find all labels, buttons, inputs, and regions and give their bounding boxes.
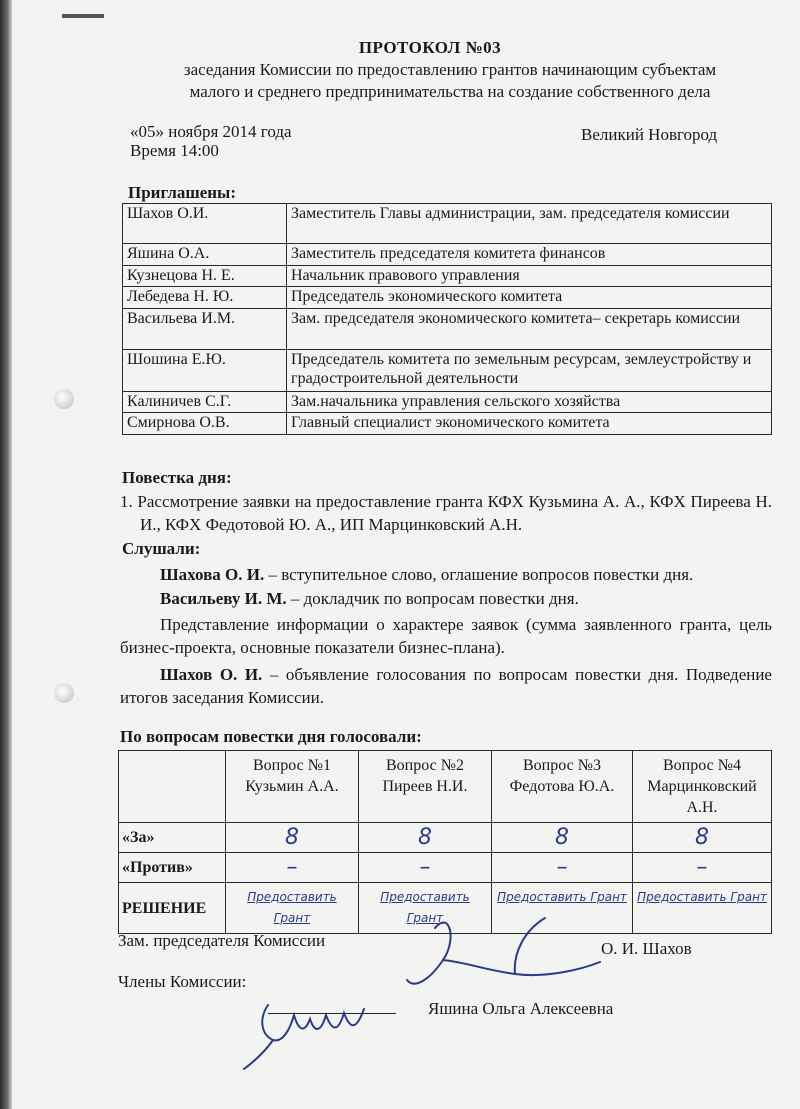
invited-position: Главный специалист экономического комитета — [287, 413, 772, 435]
heard-paragraph-1 — [120, 564, 772, 587]
invited-position: Председатель экономического комитета — [287, 287, 772, 309]
subtitle-line2: малого и среднего предпринимательства на создание собственного дела — [189, 82, 711, 101]
heard-paragraph-4 — [120, 664, 772, 709]
vote-against-value: – — [492, 853, 633, 883]
vote-for-value: 8 — [633, 823, 772, 853]
deputy-name: О. И. Шахов — [601, 939, 692, 958]
invited-name: Калиничев С.Г. — [123, 392, 287, 413]
decision-value: Предоставить Грант — [633, 883, 772, 934]
agenda-heading: Повестка дня: — [122, 468, 232, 487]
table-row — [123, 350, 772, 392]
invited-name: Шошина Е.Ю. — [123, 350, 287, 392]
punch-hole-top — [54, 389, 74, 409]
document-title: ПРОТОКОЛ №03 — [358, 38, 502, 57]
meeting-city: Великий Новгород — [581, 125, 718, 144]
table-row — [123, 309, 772, 350]
table-row — [119, 823, 772, 853]
punch-hole-bottom — [54, 683, 74, 703]
applicant-name: Кузьмин А.А. — [245, 778, 339, 795]
invited-position: Начальник правового управления — [287, 266, 772, 287]
deputy-label: Зам. председателя Комиссии — [118, 931, 326, 950]
vote-against-value: – — [359, 853, 492, 883]
decision-value: Предоставить Грант — [492, 883, 633, 934]
scan-edge — [0, 0, 12, 1109]
table-row — [123, 244, 772, 266]
invited-name: Смирнова О.В. — [123, 413, 287, 435]
table-cell-empty — [119, 751, 226, 823]
question-number: Вопрос №2 — [386, 757, 464, 774]
subtitle-line1: заседания Комиссии по предоставлению грантов начинающим субъектам — [183, 60, 717, 79]
table-row — [123, 287, 772, 309]
meeting-time: Время 14:00 — [130, 141, 219, 160]
row-label-for: «За» — [119, 823, 226, 853]
vote-for-value: 8 — [359, 823, 492, 853]
applicant-name: Марцинковский А.Н. — [647, 778, 757, 816]
invited-name: Лебедева Н. Ю. — [123, 287, 287, 309]
row-label-against: «Против» — [119, 853, 226, 883]
vote-against-value: – — [633, 853, 772, 883]
invited-name: Шахов О.И. — [123, 204, 287, 244]
table-row — [123, 413, 772, 435]
question-number: Вопрос №1 — [253, 757, 331, 774]
invited-name: Яшина О.А. — [123, 244, 287, 266]
row-label-decision: РЕШЕНИЕ — [119, 883, 226, 934]
top-mark — [62, 14, 104, 18]
applicant-name: Федотова Ю.А. — [509, 778, 615, 795]
voting-heading: По вопросам повестки дня голосовали: — [120, 727, 422, 746]
heard-paragraph-2 — [120, 588, 772, 611]
question-number: Вопрос №3 — [523, 757, 601, 774]
vote-against-value: – — [226, 853, 359, 883]
invited-heading: Приглашены: — [128, 183, 236, 202]
decision-value: Предоставить Грант — [359, 883, 492, 934]
meeting-date: «05» ноября 2014 года — [130, 122, 292, 141]
speaker-role: – объявление голосования по вопросам повестки дня. Подведение итогов заседания Комиссии. — [120, 665, 772, 707]
member-name: Яшина Ольга Алексеевна — [428, 999, 614, 1018]
heard-paragraph-3: Представление информации о характере заявок (сумма заявленного гранта, цель бизнес-проекта, основные показатели бизнес-плана). — [120, 615, 772, 657]
question-header — [226, 751, 359, 823]
speaker-role: – докладчик по вопросам повестки дня. — [286, 589, 579, 608]
invited-position: Заместитель председателя комитета финансов — [287, 244, 772, 266]
agenda-item-1: 1. Рассмотрение заявки на предоставление гранта КФХ Кузьмина А. А., КФХ Пиреева Н. И., КФХ Федотовой Ю. А., ИП Марцинковский А.Н. — [120, 492, 772, 534]
question-header — [359, 751, 492, 823]
members-label: Члены Комиссии: — [118, 972, 247, 991]
question-number: Вопрос №4 — [663, 757, 741, 774]
heard-heading: Слушали: — [122, 539, 201, 558]
speaker-name: Васильеву И. М. — [160, 589, 287, 608]
table-row — [119, 751, 772, 823]
vote-for-value: 8 — [226, 823, 359, 853]
table-row — [123, 204, 772, 244]
invited-position: Зам. председателя экономического комитета– секретарь комиссии — [287, 309, 772, 350]
invited-position: Председатель комитета по земельным ресурсам, землеустройству и градостроительной деятельности — [287, 350, 772, 392]
table-row — [123, 392, 772, 413]
invited-name: Кузнецова Н. Е. — [123, 266, 287, 287]
invited-name: Васильева И.М. — [123, 309, 287, 350]
question-header — [633, 751, 772, 823]
invited-position: Заместитель Главы администрации, зам. председателя комиссии — [287, 204, 772, 244]
table-row — [119, 853, 772, 883]
table-row — [123, 266, 772, 287]
speaker-name: Шахова О. И. — [160, 565, 265, 584]
member-signature — [228, 985, 398, 1075]
deputy-signature — [395, 900, 615, 1020]
invited-table — [122, 203, 772, 435]
speaker-name: Шахов О. И. — [160, 665, 263, 684]
decision-value: Предоставить Грант — [226, 883, 359, 934]
invited-position: Зам.начальника управления сельского хозяйства — [287, 392, 772, 413]
question-header — [492, 751, 633, 823]
applicant-name: Пиреев Н.И. — [382, 778, 468, 795]
vote-for-value: 8 — [492, 823, 633, 853]
speaker-role: – вступительное слово, оглашение вопросов повестки дня. — [264, 565, 694, 584]
